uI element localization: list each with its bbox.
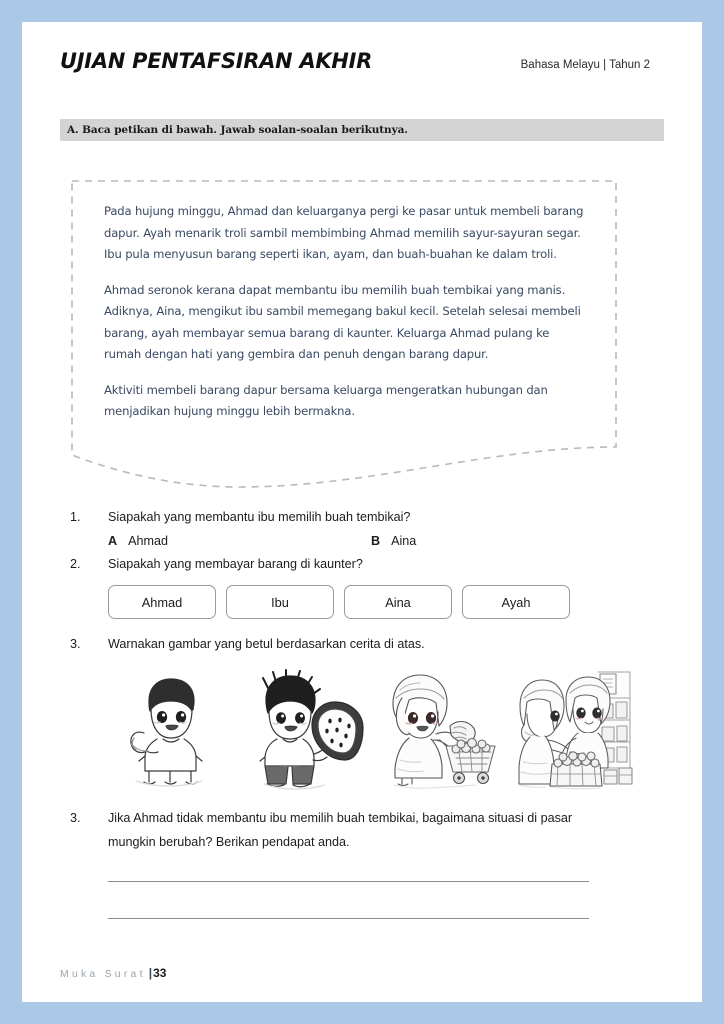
question-2 [70,552,664,576]
question-3-coloring [70,632,664,656]
question-number: 1. [70,510,81,524]
footer-page-number: 33 [153,966,167,980]
passage-paragraph: Pada hujung minggu, Ahmad dan keluarganya pergi ke pasar untuk membeli barang dapur. Ayah menarik troli sambil membimbing Ahmad memilih sayur-sayuran segar. Ibu pula menyusun barang seperti ikan, ayam, dan buah-buahan ke dalam troli. [104,204,584,261]
question-1 [70,505,664,529]
question-number: 2. [70,557,81,571]
question-text: Siapakah yang membayar barang di kaunter? [108,557,363,571]
footer-separator: | [148,966,153,980]
page-content [22,22,702,1002]
question-3-open-ended [70,806,664,854]
page-header [60,22,664,74]
section-instruction-text: A. Baca petikan di bawah. Jawab soalan-soalan berikutnya. [67,124,408,136]
choice-b[interactable] [371,530,416,552]
answer-line[interactable] [108,918,589,919]
section-instruction-banner [60,119,664,141]
boy-holding-banana-illustration[interactable] [108,668,234,790]
option-box-aina[interactable]: Aina [344,585,452,619]
question-number: 3. [70,811,81,825]
page-footer [60,966,166,980]
questions-list [70,505,664,919]
option-box-ahmad[interactable]: Ahmad [108,585,216,619]
question-3-pictures [108,668,664,790]
question-text: Warnakan gambar yang betul berdasarkan cerita di atas. [108,637,425,651]
choice-letter: B [371,534,381,548]
choice-label: Ahmad [128,534,169,548]
worksheet-page [22,22,702,1002]
question-1-choices [108,530,664,552]
option-box-ayah[interactable]: Ayah [462,585,570,619]
question-2-options [108,585,664,619]
page-title: UJIAN PENTAFSIRAN AKHIR [60,49,373,74]
question-text: Jika Ahmad tidak membantu ibu memilih buah tembikai, bagaimana situasi di pasar mungkin berubah? Berikan pendapat anda. [108,811,573,849]
passage-paragraph: Aktiviti membeli barang dapur bersama keluarga mengeratkan hubungan dan menjadikan hujung minggu lebih bermakna. [104,382,548,418]
subject-label: Bahasa Melayu | Tahun 2 [520,59,650,71]
choice-a[interactable] [108,530,371,552]
passage-text [104,201,586,423]
girl-with-shopping-cart-illustration[interactable] [376,668,502,790]
reading-passage-box [70,179,618,489]
question-text: Siapakah yang membantu ibu memilih buah tembikai? [108,510,411,524]
answer-line[interactable] [108,881,589,882]
question-number: 3. [70,637,81,651]
passage-paragraph: Ahmad seronok kerana dapat membantu ibu memilih buah tembikai yang manis. Adiknya, Aina, mengikut ibu sambil memegang bakul kecil. Setelah selesai membeli barang, ayah membayar semua barang di kaunter. Keluarga Ahmad pulang ke rumah dengan hati yang gembira dan penuh dengan barang dapur. [104,282,581,361]
answer-lines [108,881,664,919]
boy-holding-watermelon-slice-illustration[interactable] [242,668,368,790]
footer-label: Muka Surat [60,968,146,980]
choice-label: Aina [391,534,417,548]
two-girls-at-market-stall-illustration[interactable] [510,668,636,790]
choice-letter: A [108,534,118,548]
option-box-ibu[interactable]: Ibu [226,585,334,619]
